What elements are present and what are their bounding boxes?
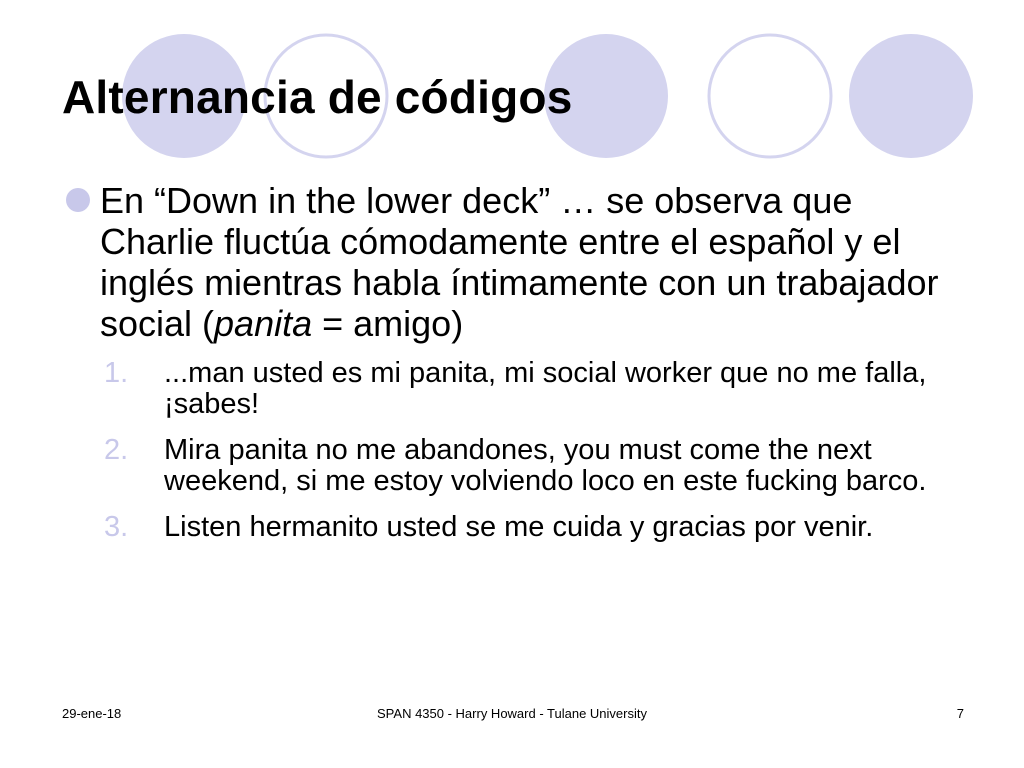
main-bullet-italic-term: panita xyxy=(214,303,313,344)
footer-course-info: SPAN 4350 - Harry Howard - Tulane University xyxy=(377,706,647,721)
example-number: 3. xyxy=(104,511,129,543)
example-text: ...man usted es mi panita, mi social worker que no me falla, ¡sabes! xyxy=(164,357,927,420)
example-list xyxy=(100,358,966,543)
example-item xyxy=(100,512,960,543)
example-item xyxy=(100,358,960,420)
footer-date: 29-ene-18 xyxy=(62,706,122,721)
deco-circle-outline xyxy=(709,35,831,157)
deco-circle-filled xyxy=(849,34,973,158)
main-bullet xyxy=(66,180,966,543)
slide-title: Alternancia de códigos xyxy=(62,71,573,123)
main-bullet-text xyxy=(100,180,962,344)
example-text: Listen hermanito usted se me cuida y gracias por venir. xyxy=(164,511,874,543)
bullet-dot-icon xyxy=(66,188,90,212)
main-bullet-text-end: = amigo) xyxy=(312,303,464,344)
example-item xyxy=(100,435,960,497)
slide-number: 7 xyxy=(956,706,964,721)
example-number: 1. xyxy=(104,357,129,389)
main-bullet-text-start: En “Down in the lower deck” … se observa que Charlie fluctúa cómodamente entre el español y el inglés mientras habla íntimamente con un trabajador social ( xyxy=(100,180,939,344)
bullet-list xyxy=(66,180,966,558)
example-number: 2. xyxy=(104,434,129,466)
example-text: Mira panita no me abandones, you must come the next weekend, si me estoy volviendo loco en este fucking barco. xyxy=(164,434,927,497)
